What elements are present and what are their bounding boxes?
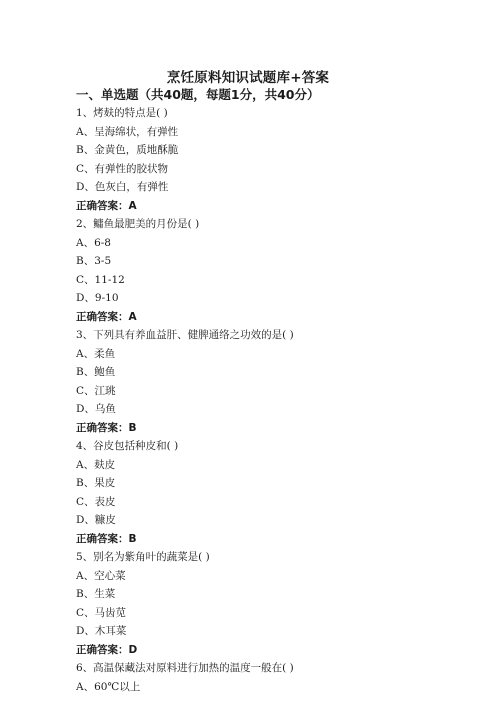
answer-option: C、11-12: [76, 273, 125, 286]
question-stem: 1、烤麸的特点是( ): [76, 107, 168, 119]
question-item: [76, 548, 436, 659]
question-stem: 6、高温保藏法对原料进行加热的温度一般在( ): [76, 662, 294, 674]
answer-option: C、马齿苋: [76, 606, 127, 619]
question-stem: 4、谷皮包括种皮和( ): [76, 440, 179, 452]
answer-option: B、鲍鱼: [76, 366, 116, 378]
answer-option: A、6-8: [76, 236, 111, 249]
answer-option: B、金黄色，质地酥脆: [76, 144, 179, 156]
question-stem: 3、下列具有养血益肝、健脾通络之功效的是( ): [76, 329, 294, 341]
answer-option: C、江珧: [76, 384, 116, 397]
section-heading: 一、单选题（共40题，每题1分，共40分）: [76, 87, 320, 102]
answer-option: D、色灰白，有弹性: [76, 181, 169, 193]
question-list: [76, 104, 436, 696]
answer-option: B、3-5: [76, 255, 112, 267]
document-title: 烹饪原料知识试题库+答案: [166, 70, 330, 86]
answer-option: B、生菜: [76, 588, 116, 600]
answer-option: B、果皮: [76, 477, 116, 489]
correct-answer: 正确答案：D: [76, 643, 138, 656]
question-item: [76, 437, 436, 548]
answer-option: A、空心菜: [76, 569, 126, 582]
answer-option: A、麸皮: [76, 458, 116, 471]
answer-option: A、柔鱼: [76, 347, 116, 360]
question-item: [76, 104, 436, 215]
question-item: [76, 326, 436, 437]
correct-answer: 正确答案：A: [76, 310, 137, 323]
answer-option: D、木耳菜: [76, 625, 127, 637]
answer-option: C、有弹性的胶状物: [76, 162, 169, 175]
correct-answer: 正确答案：B: [76, 532, 137, 545]
question-stem: 2、鳙鱼最肥美的月份是( ): [76, 218, 200, 230]
answer-option: D、9-10: [76, 292, 119, 304]
correct-answer: 正确答案：B: [76, 421, 137, 434]
answer-option: A、60℃以上: [76, 680, 141, 693]
question-stem: 5、别名为紫角叶的蔬菜是( ): [76, 551, 210, 563]
question-item: [76, 215, 436, 326]
answer-option: A、呈海绵状，有弹性: [76, 125, 179, 138]
question-item: [76, 659, 436, 696]
answer-option: D、乌鱼: [76, 403, 116, 415]
answer-option: D、糠皮: [76, 514, 116, 526]
answer-option: C、表皮: [76, 495, 116, 508]
correct-answer: 正确答案：A: [76, 199, 137, 212]
